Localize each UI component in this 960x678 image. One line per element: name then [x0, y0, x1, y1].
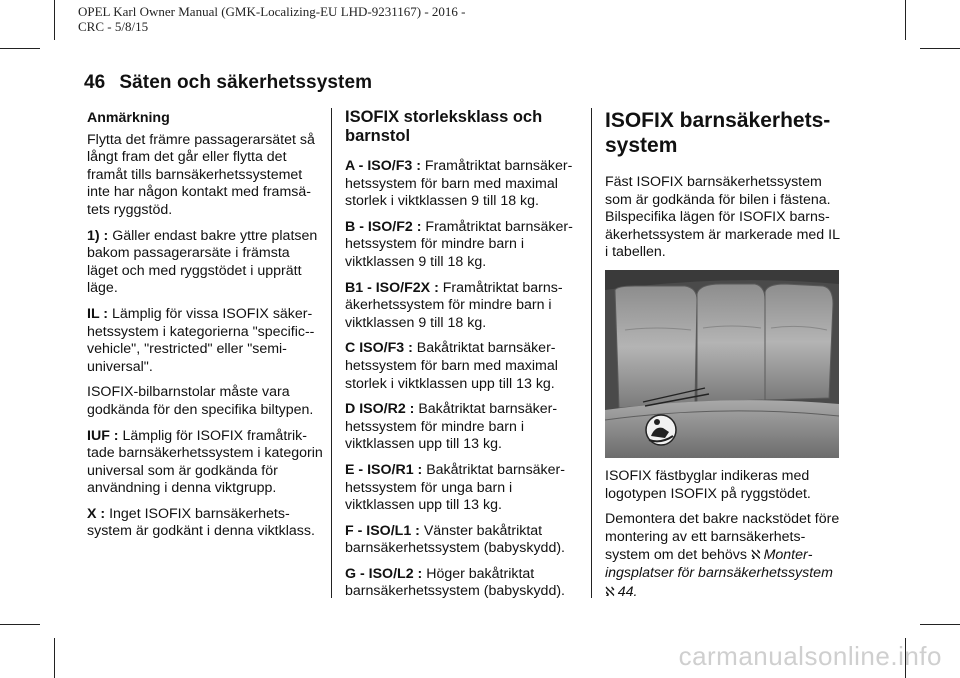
definition-term: IUF :: [87, 427, 119, 444]
definition-item: [87, 228, 323, 298]
definition-item: [345, 523, 581, 558]
definition-term: B - ISO/F2 :: [345, 218, 422, 235]
definition-text: Höger bakåtriktat barnsäkerhetssystem (babyskydd).: [345, 565, 565, 600]
section-subtitle: ISOFIX storleksklass och barnstol: [345, 108, 543, 145]
intro-text: Fäst ISOFIX barnsäkerhetssystem som är godkända för bilen i fästena. Bilspecifika lägen för ISOFIX barnsäkerhetssystem är markerade med IL i tabellen.: [605, 174, 840, 261]
column-size-classes: [345, 108, 581, 609]
note-label: Anmärkning: [87, 110, 170, 126]
definition-term: IL :: [87, 305, 109, 322]
definition-term: B1 - ISO/F2X :: [345, 279, 439, 296]
definition-term: 1) :: [87, 227, 109, 244]
reference-link[interactable]: Monteringsplatser för barnsäkerhetssystem: [605, 547, 833, 581]
definition-term: A - ISO/F3 :: [345, 158, 421, 174]
note-text: Flytta det främre passagerarsätet så långt fram det går eller flytta det framåt tills barnsäkerhetssystemet inte har någon kontakt med framsätets ryggstöd.: [87, 131, 315, 218]
definition-term: C ISO/F3 :: [345, 340, 413, 357]
crop-mark: [905, 0, 906, 40]
definition-text: ISOFIX-bilbarnstolar måste vara godkända för den specifika biltypen.: [87, 384, 314, 418]
definition-text: Vänster bakåtriktat barnsäkerhetssystem (babyskydd).: [345, 522, 565, 557]
section-title: Säten och säkerhetssystem: [119, 72, 373, 93]
column-notes: [87, 110, 323, 549]
crop-mark: [920, 48, 960, 49]
reference-arrow-icon: ℵ: [750, 547, 761, 563]
definition-list: [87, 228, 323, 542]
definition-text: Lämplig för ISOFIX framåtriktade barnsäkerhetssystem i kategorin universal som är godkända för användning i denna viktgrupp.: [87, 427, 323, 497]
definition-text: Bakåtriktat barnsäkerhetssystem för unga barn i viktklassen upp till 13 kg.: [345, 461, 565, 514]
definition-item: [345, 280, 581, 333]
definition-text: Inget ISOFIX barnsäkerhetssystem är godkänt i denna viktklass.: [87, 505, 315, 540]
definition-item: [87, 506, 323, 541]
column-divider: [331, 108, 332, 598]
definition-list: [345, 158, 581, 601]
page-number: 46: [84, 72, 106, 93]
definition-text: Bakåtriktat barnsäkerhetssystem för barn med maximal storlek i viktklassen upp till 13 kg.: [345, 340, 558, 392]
remove-headrest-text: Demontera det bakre nackstödet före montering av ett barnsäkerhetssystem om det behövs ℵ Monteringsplatser för barnsäkerhetssystem ℵ 44.: [605, 511, 840, 600]
definition-term: G - ISO/L2 :: [345, 565, 423, 582]
definition-item: [345, 462, 581, 515]
definition-item: [345, 566, 581, 601]
crop-mark: [0, 48, 40, 49]
column-isofix: [605, 108, 841, 609]
crop-mark: [920, 624, 960, 625]
definition-text: Lämplig för vissa ISOFIX säkerhetssystem i kategorierna "specific-vehicle", "restricted" eller "semi-universal".: [87, 305, 315, 375]
rear-seat-photo: [605, 270, 839, 458]
document-meta: OPEL Karl Owner Manual (GMK-Localizing-EU LHD-9231167) - 2016 - CRC - 5/8/15: [78, 4, 466, 34]
column-divider: [591, 108, 592, 598]
definition-term: E - ISO/R1 :: [345, 461, 423, 478]
definition-item: [345, 219, 581, 272]
definition-item: [87, 306, 323, 376]
definition-item: [345, 340, 581, 393]
definition-term: D ISO/R2 :: [345, 401, 415, 418]
crop-mark: [54, 0, 55, 40]
isofix-logo-icon: [646, 415, 676, 445]
section-heading: ISOFIX barnsäkerhetssystem: [605, 109, 831, 157]
page-heading: [84, 72, 372, 94]
crop-mark: [54, 638, 55, 678]
rear-seat-illustration: [605, 270, 839, 458]
definition-text: Bakåtriktat barnsäkerhetssystem för mindre barn i viktklassen upp till 13 kg.: [345, 401, 558, 453]
definition-item: [87, 384, 323, 419]
definition-text: Framåtriktat barnsäkerhetssystem för mindre barn i viktklassen 9 till 18 kg.: [345, 218, 573, 270]
definition-term: F - ISO/L1 :: [345, 522, 420, 539]
definition-item: [345, 158, 581, 211]
reference-arrow-icon: ℵ: [605, 583, 615, 599]
definition-text: Framåtriktat barnsäkerhetssystem för mindre barn i viktklassen 9 till 18 kg.: [345, 279, 563, 331]
crop-mark: [0, 624, 40, 625]
definition-item: [345, 401, 581, 454]
definition-item: [87, 428, 323, 498]
watermark: carmanualsonline.info: [678, 641, 942, 671]
definition-term: X :: [87, 505, 106, 522]
definition-text: Framåtriktat barnsäkerhetssystem för barn med maximal storlek i viktklassen 9 till 18 kg.: [345, 158, 573, 210]
definition-text: Gäller endast bakre yttre platsen bakom passagerarsäte i främsta läget och med ryggstödet i upprätt läge.: [87, 227, 318, 297]
photo-caption: ISOFIX fästbyglar indikeras med logotypen ISOFIX på ryggstödet.: [605, 467, 811, 502]
reference-page[interactable]: 44: [617, 583, 634, 600]
